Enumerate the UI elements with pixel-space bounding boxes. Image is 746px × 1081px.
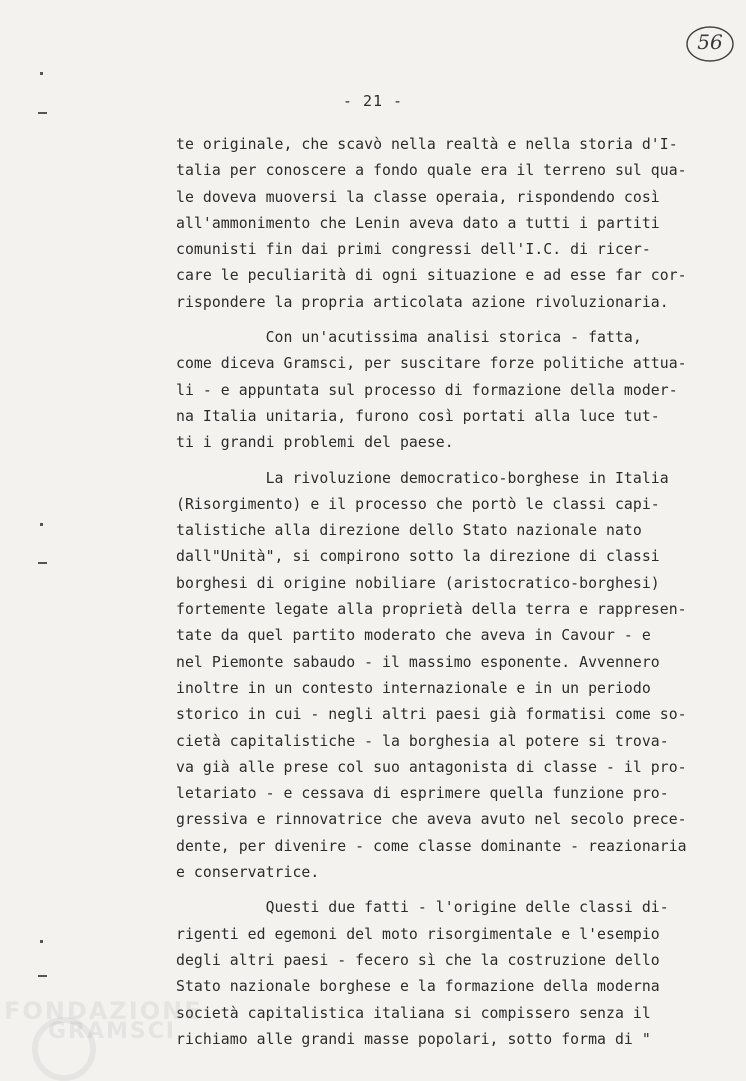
text-line: richiamo alle grandi masse popolari, sotto forma di "	[176, 1030, 651, 1048]
text-line: talia per conoscere a fondo quale era il terreno sul qua-	[176, 162, 687, 180]
paragraph	[176, 466, 696, 887]
page-number: - 21 -	[342, 92, 404, 110]
margin-tick	[40, 72, 43, 75]
text-line: dall"Unità", si compirono sotto la direzione di classi	[176, 548, 660, 566]
paragraph	[176, 325, 696, 456]
paragraph	[176, 895, 696, 1053]
text-line: nel Piemonte sabaudo - il massimo esponente. Avvennero	[176, 653, 660, 671]
margin-tick	[38, 562, 47, 564]
text-line: letariato - e cessava di esprimere quella funzione pro-	[176, 785, 669, 803]
text-line: cietà capitalistiche - la borghesia al potere si trova-	[176, 732, 669, 750]
text-line: Stato nazionale borghese e la formazione della moderna	[176, 978, 660, 996]
text-line: rispondere la propria articolata azione rivoluzionaria.	[176, 293, 669, 311]
text-line: li - e appuntata sul processo di formazione della moder-	[176, 381, 678, 399]
text-line: te originale, che scavò nella realtà e nella storia d'I-	[176, 136, 678, 153]
watermark-line2: GRAMSCI	[48, 1019, 177, 1044]
text-line: care le peculiarità di ogni situazione e ad esse far cor-	[176, 267, 687, 285]
text-line: società capitalistica italiana si compissero senza il	[176, 1004, 651, 1022]
paragraph-gap	[176, 316, 696, 325]
paragraph-gap	[176, 886, 696, 895]
text-line: e conservatrice.	[176, 864, 320, 882]
text-line: na Italia unitaria, furono così portati alla luce tut-	[176, 407, 660, 425]
paragraph	[176, 132, 696, 316]
text-line: gressiva e rinnovatrice che aveva avuto nel secolo prece-	[176, 811, 687, 829]
text-line: degli altri paesi - fecero sì che la costruzione dello	[176, 951, 660, 969]
watermark-line1: FONDAZIONE	[4, 997, 203, 1025]
text-line: ti i grandi problemi del paese.	[176, 434, 454, 452]
text-line: dente, per divenire - come classe dominante - reazionaria	[176, 837, 687, 855]
archive-page-number: 56	[697, 30, 723, 54]
text-line: La rivoluzione democratico-borghese in Italia	[176, 469, 669, 487]
text-line: va già alle prese col suo antagonista di classe - il pro-	[176, 758, 687, 776]
text-line: Questi due fatti - l'origine delle classi di-	[176, 899, 669, 917]
margin-tick	[38, 112, 47, 114]
text-line: come diceva Gramsci, per suscitare forze politiche attua-	[176, 355, 687, 373]
text-line: borghesi di origine nobiliare (aristocratico-borghesi)	[176, 574, 660, 592]
text-line: talistiche alla direzione dello Stato nazionale nato	[176, 522, 642, 540]
text-line: le doveva muoversi la classe operaia, rispondendo così	[176, 188, 660, 206]
margin-ticks	[34, 0, 48, 1080]
text-line: inoltre in un contesto internazionale e in un periodo	[176, 679, 651, 697]
body-text	[176, 132, 696, 1053]
text-line: Con un'acutissima analisi storica - fatta,	[176, 329, 642, 347]
archive-stamp	[684, 24, 736, 64]
text-line: storico in cui - negli altri paesi già formatisi come so-	[176, 706, 687, 724]
text-line: tate da quel partito moderato che aveva in Cavour - e	[176, 627, 651, 645]
margin-tick	[40, 940, 43, 943]
text-line: comunisti fin dai primi congressi dell'I.C. di ricer-	[176, 241, 651, 259]
margin-tick	[40, 523, 43, 526]
paragraph-gap	[176, 457, 696, 466]
text-line: all'ammonimento che Lenin aveva dato a tutti i partiti	[176, 214, 660, 232]
text-line: (Risorgimento) e il processo che portò le classi capi-	[176, 495, 660, 513]
text-line: fortemente legate alla proprietà della terra e rappresen-	[176, 601, 687, 619]
margin-tick	[38, 975, 47, 977]
text-line: rigenti ed egemoni del moto risorgimentale e l'esempio	[176, 925, 660, 943]
